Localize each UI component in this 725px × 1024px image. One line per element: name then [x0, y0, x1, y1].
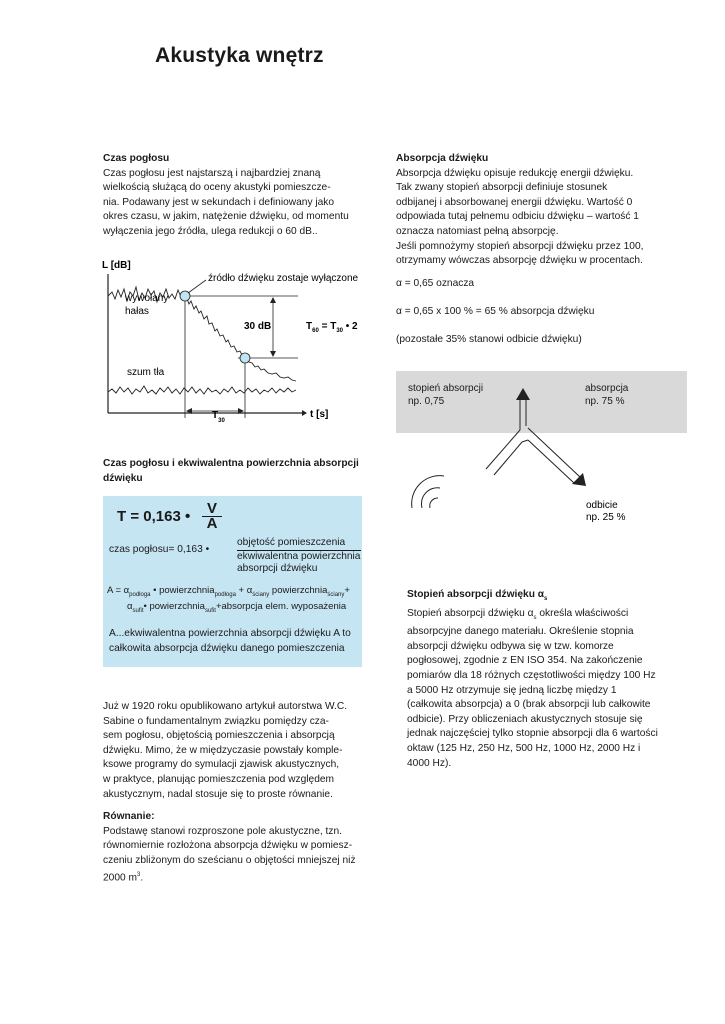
sub-formula-denominator-1: ekwiwalentna powierzchnia — [237, 551, 361, 562]
equation-heading: Równanie: — [103, 811, 155, 822]
formula-box — [103, 496, 362, 667]
a-formula-line-1: $A = \alpha_{podłoga}$ • powierzchnia$_{podłoga}$ + $\alpha_{ściany}$ powierzchnia$_{ściany}$+ — [107, 585, 350, 598]
pointer-line — [188, 280, 206, 293]
text-line: wielkością służącą do oceny akustyki pomieszcze- — [103, 182, 331, 194]
a-formula-line-2: $\alpha_{sufit}•$ powierzchnia$_{sufit}$+absorpcja elem. wyposażenia — [127, 601, 347, 614]
reflection-label-2: np. 25 % — [586, 512, 626, 523]
equation-paragraph: Równanie: Podstawę stanowi rozproszone pole akustyczne, tzn. równomiernie rozłożona absorpcja dźwięku w pomiesz- czeniu zbliżonym do sześcianu o objętości mniejszej niż 2000 $m^3$. — [103, 810, 373, 886]
absorption-example-2: α = 0,65 x 100 % = 65 % absorpcja dźwięku — [396, 306, 595, 317]
noise-label-1: wywołany — [125, 293, 169, 304]
sub-formula-left: czas pogłosu= 0,163 • — [109, 544, 210, 555]
text-line: wyłączenia jego źródła, ulega redukcji o 60 dB.. — [103, 225, 318, 237]
arrow-head-up — [270, 297, 276, 303]
absorption-section: Absorpcja dźwięku Absorpcja dźwięku opisuje redukcję energii dźwięku. Tak zwany stopień absorpcji definiuje stosunek odbijanej i absorbowanej energii dźwięku. Wartość 0 odpowiada tutaj pełnemu odbiciu dźwięku – wartość 1 oznacza natomiast pełną absorpcję. Jeśli pomnożymy stopień absorpcji dźwięku przez 100, otrzymamy wówczas absorpcję dźwięku w procentach. — [396, 152, 696, 269]
arrow-head-down — [270, 351, 276, 357]
coefficient-label: stopień absorpcji np. 0,75 — [408, 383, 484, 407]
main-formula-numerator: V — [206, 500, 217, 517]
sub-formula-numerator: objętość pomieszczenia — [237, 537, 346, 548]
formula-heading: Czas pogłosu i ekwiwalentna powierzchnia absorpcji dźwięku — [103, 458, 359, 484]
30db-marker — [240, 353, 250, 363]
degree-section: Stopień absorpcji dźwięku $\alpha_s$ Stopień absorpcji dźwięku $\alpha_s$ określa właściwości absorpcyjne danego materiału. Określenie stopnia absorpcji dźwięku odbywa się w tzw. komorze pogłosowej, zgodnie z EN ISO 354. Na zakończenie pomiarów dla 18 różnych częstotliwości między 100 Hz a 5000 Hz otrzymuje się jedną liczbę między 1 (całkowita absorpcja) a 0 (brak absorpcji lub całkowite odbicie). Przy obliczeniach akustycznych stosuje się jednak najczęściej tylko stopnie absorpcji dla 6 wartości oktaw (125 Hz, 250 Hz, 500 Hz, 1000 Hz, 2000 Hz i 4000 Hz). — [407, 588, 707, 771]
absorption-percent-label: absorpcja np. 75 % — [585, 383, 629, 407]
reflected-arrow-head — [572, 473, 586, 486]
page-title: Akustyka wnętrz — [155, 44, 324, 67]
background-noise-label: szum tła — [127, 367, 165, 378]
sabine-paragraph: Już w 1920 roku opublikowano artykuł autorstwa W.C. Sabine o fundamentalnym związku pomiędzy cza- sem pogłosu, objętością pomieszczenia i absorpcją dźwięku. Mimo, że w międzyczasie powstały komple- ksowe programy do symulacji zjawisk akustycznych, w praktyce, planując pomieszczenia pod względem akustycznym, nadal stosuje się to proste równanie. — [103, 701, 348, 800]
incident-ray — [486, 430, 520, 469]
30db-label: 30 dB — [244, 321, 272, 332]
reverb-graph — [98, 256, 388, 426]
text-line: okres czasu, w jakim, natężenie dźwięku, od momentu — [103, 211, 349, 223]
main-formula-denominator: A — [206, 515, 218, 532]
reflected-ray — [528, 428, 580, 477]
background-noise-line — [108, 386, 296, 394]
degree-heading: Stopień absorpcji dźwięku $\alpha_s$ — [407, 589, 548, 603]
absorption-heading: Absorpcja dźwięku — [396, 153, 489, 164]
main-formula-left: T = 0,163 • — [117, 508, 191, 525]
reverb-section — [103, 152, 373, 240]
absorption-example-3: (pozostałe 35% stanowi odbicie dźwięku) — [396, 334, 582, 345]
text-line: nia. Podawany jest w sekundach i definiowany jako — [103, 196, 335, 208]
graph-ylabel: L [dB] — [102, 260, 131, 271]
sound-wave-3 — [412, 476, 444, 508]
t60-formula: $T_{60} = T_{30}$ • 2 — [306, 321, 358, 334]
absorption-example-1: α = 0,65 oznacza — [396, 278, 475, 289]
source-off-label: źródło dźwięku zostaje wyłączone — [208, 273, 359, 284]
sound-wave-1 — [430, 498, 438, 508]
x-axis-arrow — [302, 410, 307, 416]
graph-xlabel: t [s] — [310, 409, 329, 420]
t30-label: $T_{30}$ — [212, 410, 225, 424]
reflection-label-1: odbicie — [586, 500, 618, 511]
noise-label-2: hałas — [125, 306, 149, 317]
a-description: A...ekwiwalentna powierzchnia absorpcji dźwięku A to całkowita absorpcja dźwięku danego pomieszczenia — [109, 628, 351, 654]
text-line: Czas pogłosu jest najstarszą i najbardziej znaną — [103, 167, 321, 179]
sub-formula-denominator-2: absorpcji dźwięku — [237, 563, 318, 574]
sound-rays-diagram — [396, 384, 696, 524]
reverb-heading: Czas pogłosu — [103, 153, 170, 164]
absorbed-arrow-head — [516, 388, 530, 400]
